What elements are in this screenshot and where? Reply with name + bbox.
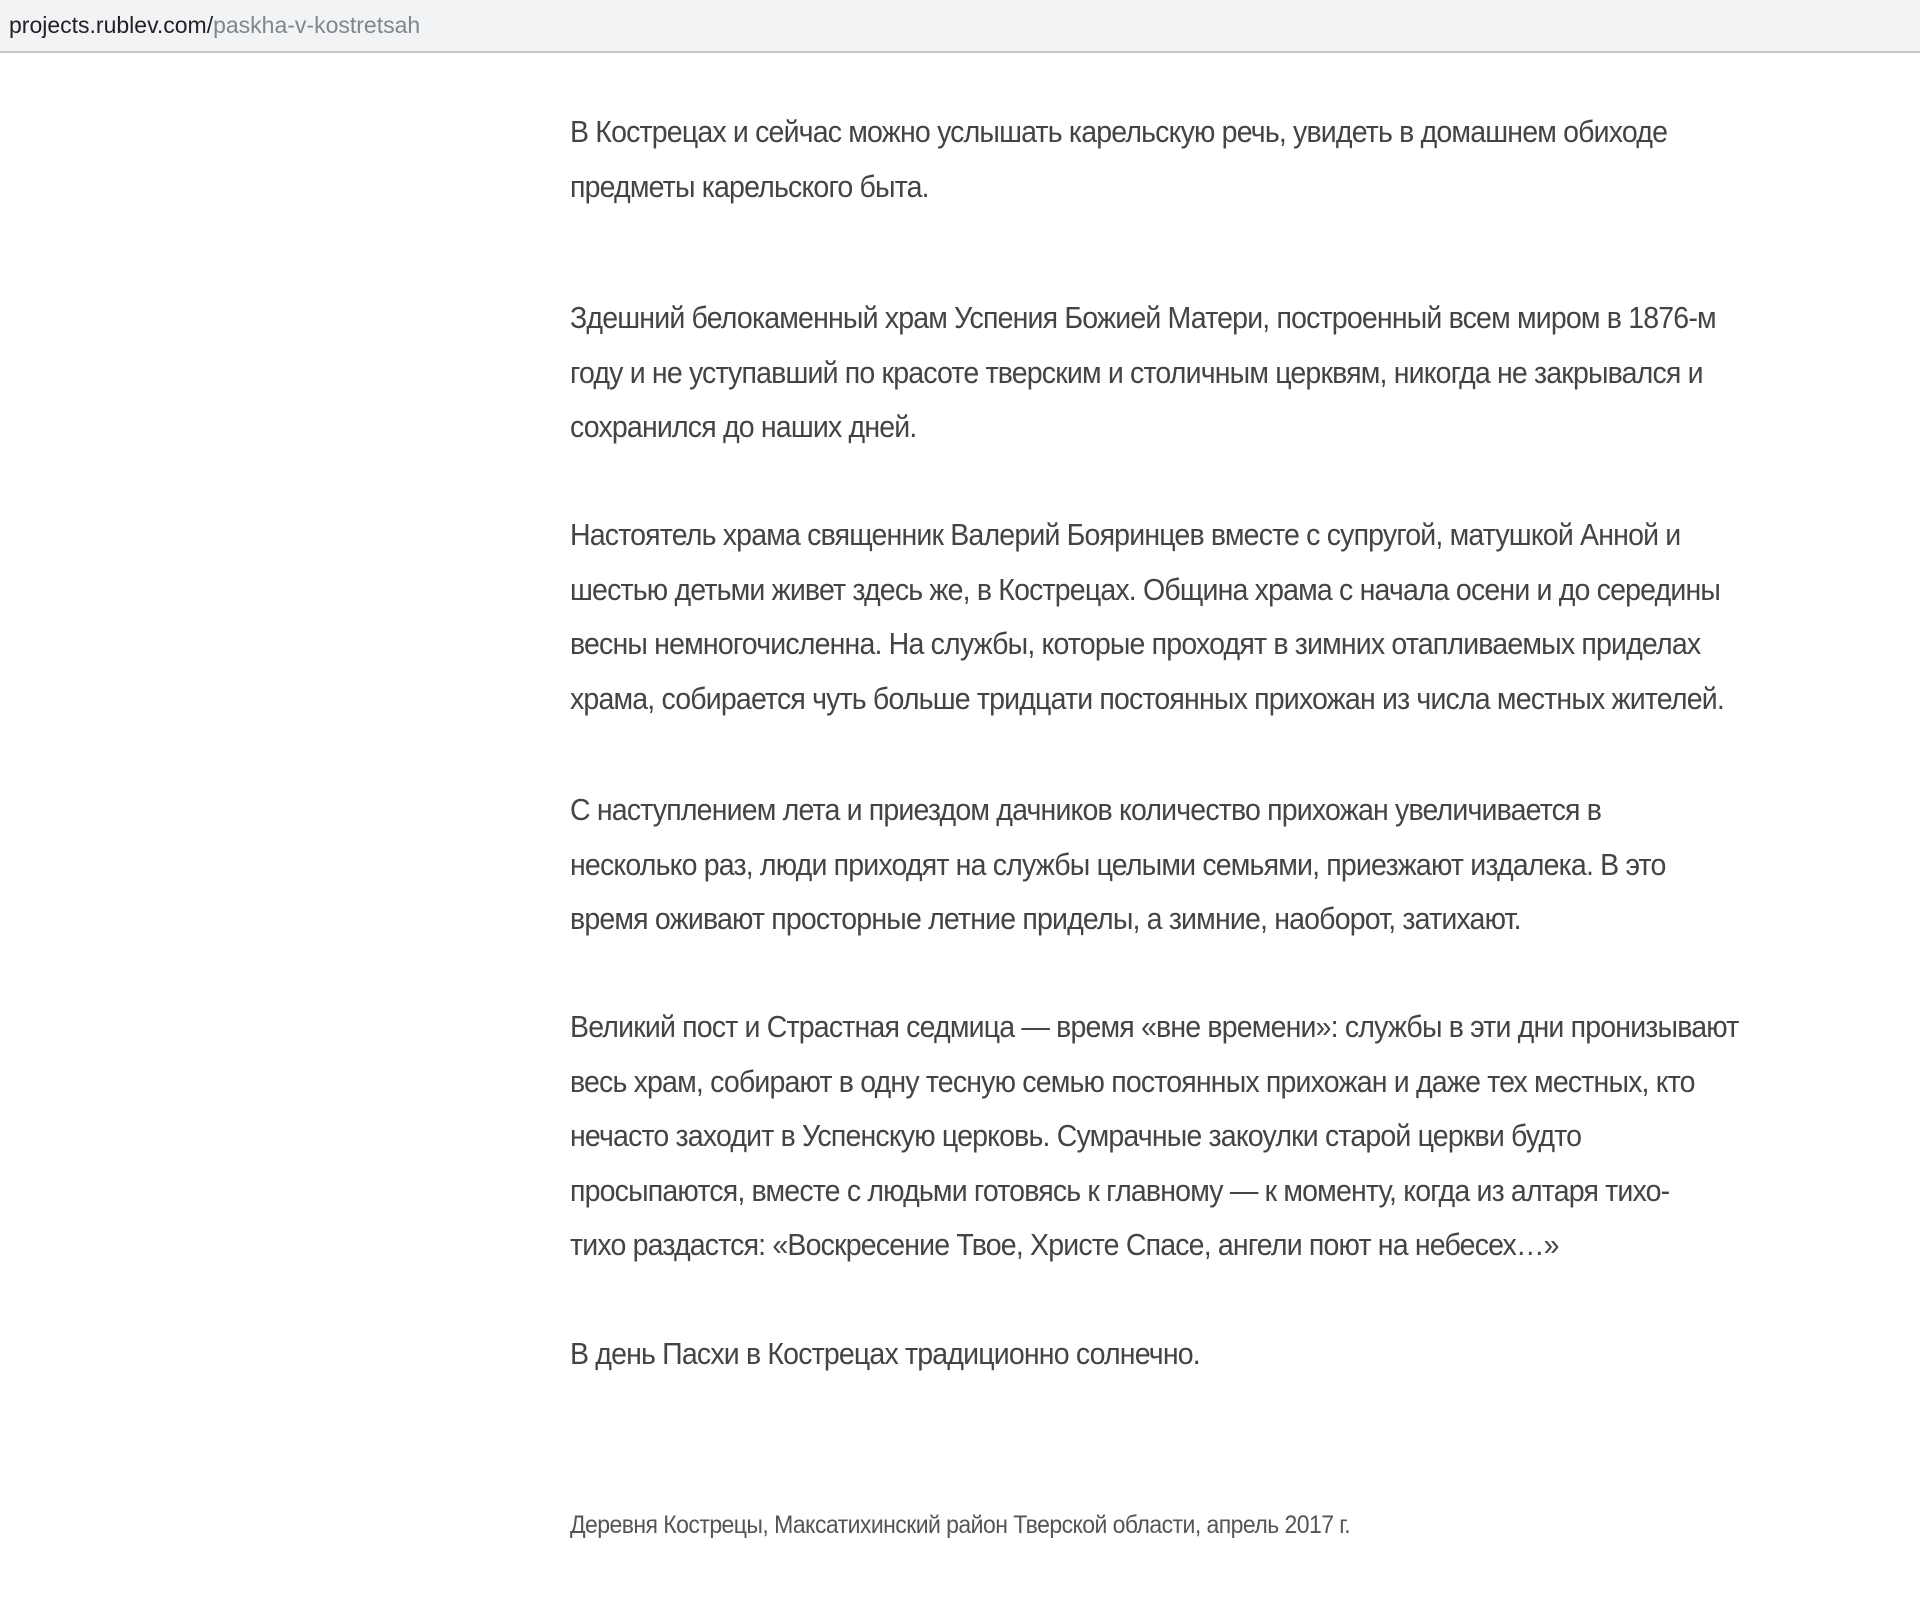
url-domain[interactable]: projects.rublev.com/ [9,12,214,38]
photo-caption: Деревня Кострецы, Максатихинский район Тверской области, апрель 2017 г. [570,1511,1351,1539]
text-line: шестью детьми живет здесь же, в Кострецах. Община храма с начала осени и до середины [570,571,1721,607]
text-line: храма, собирается чуть больше тридцати постоянных прихожан из числа местных жителей. [570,680,1724,716]
text-line: время оживают просторные летние приделы, а зимние, наоборот, затихают. [570,901,1521,936]
paragraph-karelian-speech [570,105,1667,214]
text-line: С наступлением лета и приездом дачников количество прихожан увеличивается в [570,792,1602,827]
text-line: Великий пост и Страстная седмица — время «вне времени»: службы в эти дни пронизывают [570,1009,1739,1044]
text-line: В день Пасхи в Кострецах традиционно солнечно. [570,1336,1200,1371]
url-path[interactable]: paskha-v-kostretsah [213,12,421,38]
address-bar[interactable] [0,0,1920,53]
text-line: году и не уступавший по красоте тверским и столичным церквям, никогда не закрывался и [570,354,1703,390]
paragraph-rector [570,508,1724,726]
text-line: несколько раз, люди приходят на службы целыми семьями, приезжают издалека. В это [570,846,1666,882]
paragraph-summer [570,783,1666,947]
text-line: нечасто заходит в Успенскую церковь. Сумрачные закоулки старой церкви будто [570,1118,1582,1153]
paragraph-great-lent [570,1000,1738,1273]
text-line: В Кострецах и сейчас можно услышать карельскую речь, увидеть в домашнем обиходе [570,114,1668,149]
text-line: весь храм, собирают в одну тесную семью постоянных прихожан и даже тех местных, кто [570,1063,1695,1099]
text-line: предметы карельского быта. [570,168,929,204]
text-line: просыпаются, вместе с людьми готовясь к главному — к моменту, когда из алтаря тихо- [570,1172,1670,1208]
text-line: Здешний белокаменный храм Успения Божией Матери, построенный всем миром в 1876-м [570,300,1716,335]
text-line: сохранился до наших дней. [570,409,917,444]
text-line: тихо раздастся: «Воскресение Твое, Христе Спасе, ангели поют на небесех…» [570,1227,1559,1262]
text-line: весны немногочисленна. На службы, которые проходят в зимних отапливаемых приделах [570,626,1701,661]
text-line: Настоятель храма священник Валерий Бояринцев вместе с супругой, матушкой Анной и [570,517,1681,552]
paragraph-easter-day [570,1327,1200,1382]
paragraph-church-history [570,291,1716,455]
